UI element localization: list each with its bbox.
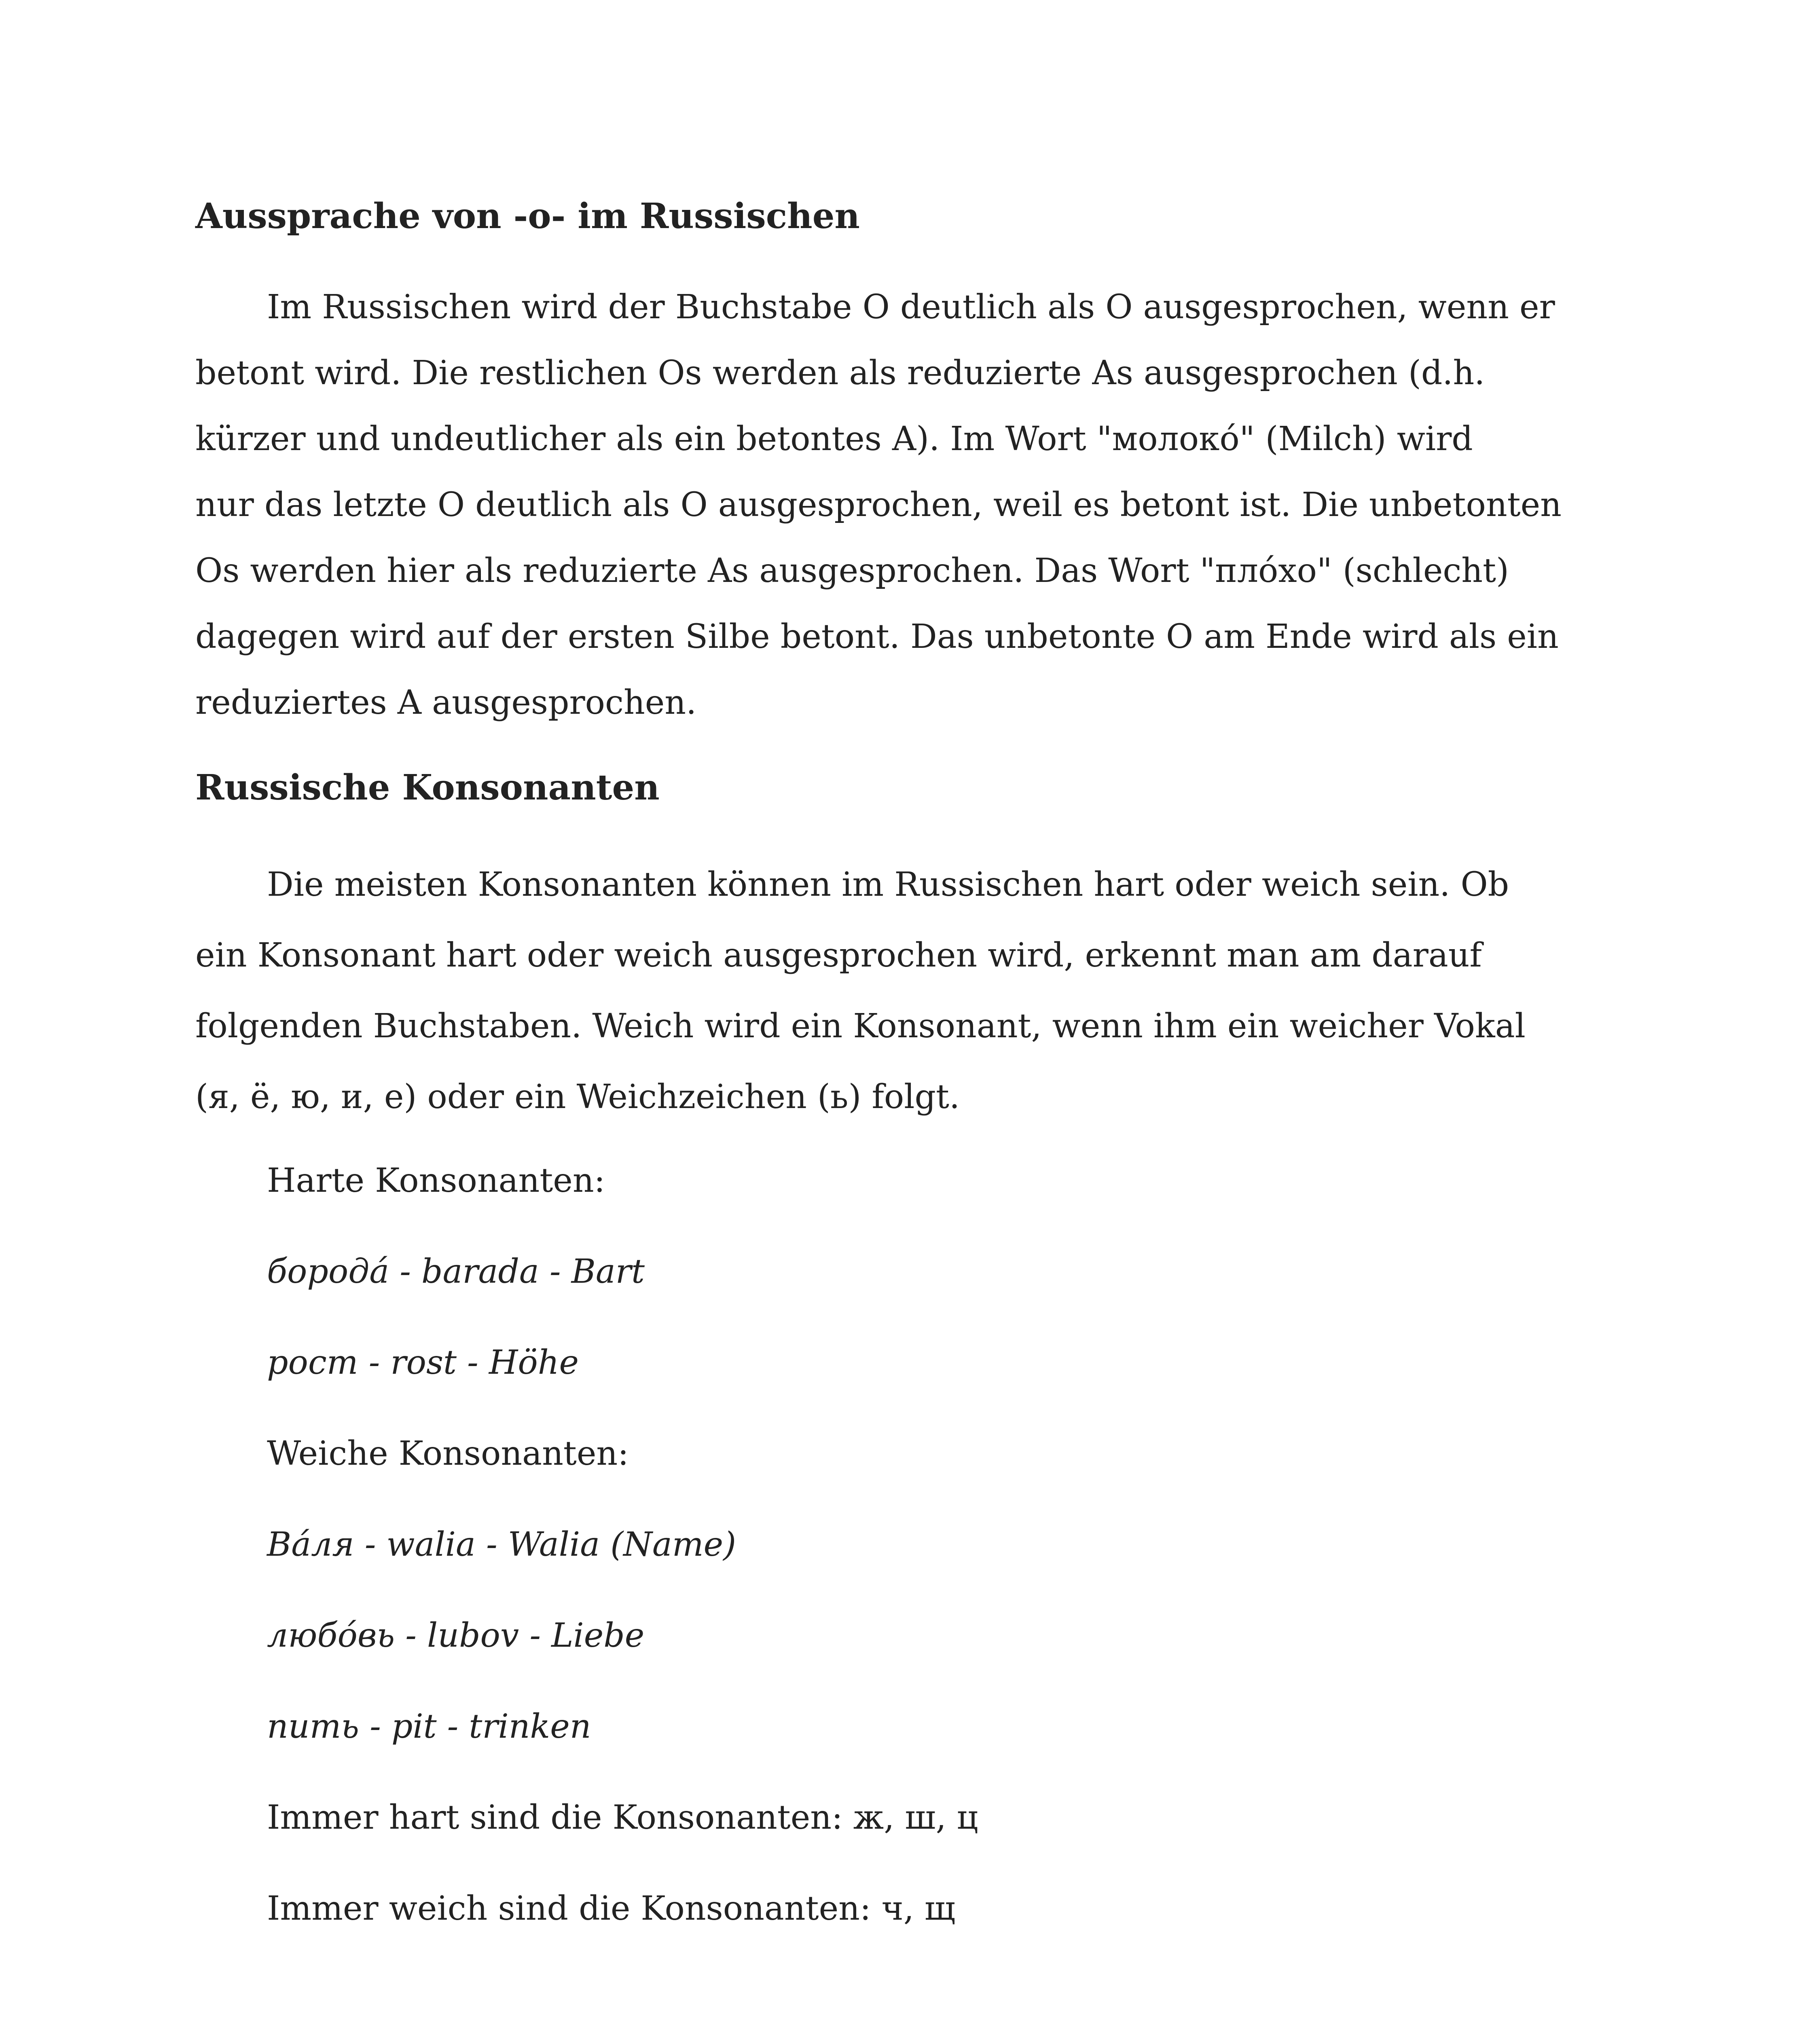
soft-consonant-example: пить - pit - trinken xyxy=(267,1707,591,1746)
paragraph-line: Die meisten Konsonanten können im Russischen hart oder weich sein. Ob xyxy=(267,865,1509,904)
soft-consonant-example: Вáля - walia - Walia (Name) xyxy=(267,1525,736,1564)
soft-consonant-example: любóвь - lubov - Liebe xyxy=(267,1616,645,1655)
hard-consonant-example: бородá - barada - Bart xyxy=(267,1252,645,1291)
always-hard-consonants: Immer hart sind die Konsonanten: ж, ш, ц xyxy=(267,1798,978,1837)
paragraph-line: nur das letzte O deutlich als O ausgesprochen, weil es betont ist. Die unbetonten xyxy=(195,486,1562,524)
hard-consonants-label: Harte Konsonanten: xyxy=(267,1161,605,1200)
always-soft-consonants: Immer weich sind die Konsonanten: ч, щ xyxy=(267,1889,956,1928)
paragraph-o-pronunciation xyxy=(195,274,1591,736)
paragraph-line: (я, ё, ю, и, е) oder ein Weichzeichen (ь) folgt. xyxy=(195,1078,960,1116)
paragraph-consonants xyxy=(195,849,1591,1132)
paragraph-line: Os werden hier als reduzierte As ausgesprochen. Das Wort "плóхо" (schlecht) xyxy=(195,552,1509,590)
section-heading-o-pronunciation: Aussprache von -o- im Russischen xyxy=(195,196,860,237)
hard-consonant-example: рост - rost - Höhe xyxy=(267,1343,579,1382)
paragraph-line: kürzer und undeutlicher als ein betontes A). Im Wort "молокó" (Milch) wird xyxy=(195,420,1473,458)
paragraph-line: dagegen wird auf der ersten Silbe betont. Das unbetonte O am Ende wird als ein xyxy=(195,618,1559,656)
paragraph-line: Im Russischen wird der Buchstabe O deutlich als O ausgesprochen, wenn er xyxy=(267,288,1555,326)
soft-consonants-label: Weiche Konsonanten: xyxy=(267,1434,629,1473)
section-heading-consonants: Russische Konsonanten xyxy=(195,767,660,808)
paragraph-line: betont wird. Die restlichen Os werden als reduzierte As ausgesprochen (d.h. xyxy=(195,354,1485,392)
paragraph-line: reduziertes A ausgesprochen. xyxy=(195,683,697,722)
paragraph-line: folgenden Buchstaben. Weich wird ein Konsonant, wenn ihm ein weicher Vokal xyxy=(195,1007,1526,1045)
paragraph-line: ein Konsonant hart oder weich ausgesprochen wird, erkennt man am darauf xyxy=(195,936,1482,975)
